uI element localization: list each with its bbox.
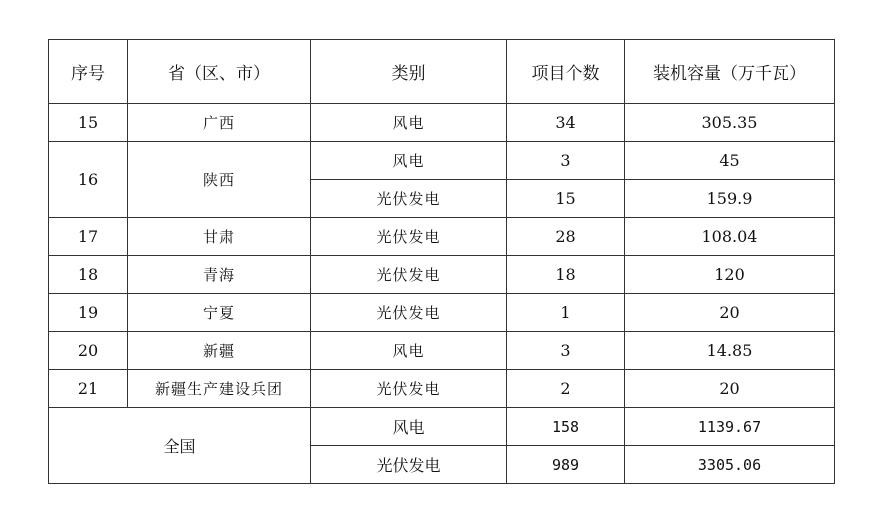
- total-count: 158: [507, 408, 625, 446]
- cell-type: 光伏发电: [311, 256, 507, 294]
- table-row: [49, 104, 835, 142]
- cell-seq: 20: [49, 332, 128, 370]
- table-row: [49, 294, 835, 332]
- cell-seq: 21: [49, 370, 128, 408]
- total-count: 989: [507, 446, 625, 484]
- cell-capacity: 45: [625, 142, 835, 180]
- cell-count: 2: [507, 370, 625, 408]
- cell-type: 风电: [311, 104, 507, 142]
- cell-type: 光伏发电: [311, 370, 507, 408]
- cell-count: 3: [507, 142, 625, 180]
- total-capacity: 1139.67: [625, 408, 835, 446]
- cell-seq: 16: [49, 142, 128, 218]
- cell-seq: 15: [49, 104, 128, 142]
- total-capacity: 3305.06: [625, 446, 835, 484]
- cell-count: 1: [507, 294, 625, 332]
- cell-count: 15: [507, 180, 625, 218]
- total-row: [49, 408, 835, 446]
- cell-seq: 19: [49, 294, 128, 332]
- table-row: [49, 142, 835, 180]
- cell-capacity: 108.04: [625, 218, 835, 256]
- cell-capacity: 305.35: [625, 104, 835, 142]
- cell-type: 风电: [311, 332, 507, 370]
- table-row: [49, 218, 835, 256]
- cell-count: 34: [507, 104, 625, 142]
- cell-capacity: 20: [625, 370, 835, 408]
- header-type: 类别: [311, 40, 507, 104]
- cell-seq: 18: [49, 256, 128, 294]
- cell-capacity: 120: [625, 256, 835, 294]
- capacity-table: [48, 39, 835, 484]
- total-type: 风电: [311, 408, 507, 446]
- cell-province: 新疆: [128, 332, 311, 370]
- header-count: 项目个数: [507, 40, 625, 104]
- cell-type: 光伏发电: [311, 218, 507, 256]
- header-row: [49, 40, 835, 104]
- cell-province: 广西: [128, 104, 311, 142]
- cell-count: 28: [507, 218, 625, 256]
- cell-type: 光伏发电: [311, 180, 507, 218]
- cell-capacity: 14.85: [625, 332, 835, 370]
- cell-province: 陕西: [128, 142, 311, 218]
- cell-count: 18: [507, 256, 625, 294]
- cell-type: 光伏发电: [311, 294, 507, 332]
- table-row: [49, 370, 835, 408]
- header-capacity: 装机容量（万千瓦）: [625, 40, 835, 104]
- total-label: 全国: [49, 408, 311, 484]
- cell-province: 新疆生产建设兵团: [128, 370, 311, 408]
- total-type: 光伏发电: [311, 446, 507, 484]
- cell-type: 风电: [311, 142, 507, 180]
- cell-seq: 17: [49, 218, 128, 256]
- cell-province: 宁夏: [128, 294, 311, 332]
- cell-province: 青海: [128, 256, 311, 294]
- table-row: [49, 256, 835, 294]
- cell-capacity: 159.9: [625, 180, 835, 218]
- header-province: 省（区、市）: [128, 40, 311, 104]
- cell-capacity: 20: [625, 294, 835, 332]
- cell-province: 甘肃: [128, 218, 311, 256]
- header-seq: 序号: [49, 40, 128, 104]
- cell-count: 3: [507, 332, 625, 370]
- table-row: [49, 332, 835, 370]
